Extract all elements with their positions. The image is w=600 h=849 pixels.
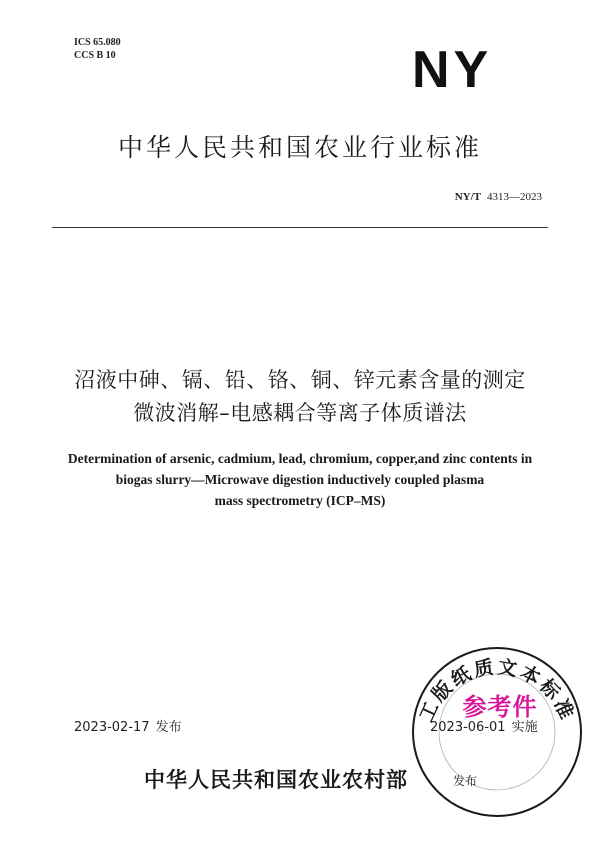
reference-copy-label: 参考件 (462, 693, 538, 721)
seal-ring-text: 工版纸质文本标准 (415, 655, 579, 726)
classification-codes (74, 36, 121, 62)
publish-date-label: 发布 (155, 720, 182, 735)
publish-date-value: 2023-02-17 (74, 720, 150, 735)
chinese-title-line-1: 沼液中砷、镉、铅、铬、铜、锌元素含量的测定 (74, 368, 526, 392)
ics-code: ICS 65.080 (74, 37, 121, 48)
standard-number-label: NY/T (454, 191, 481, 203)
english-title-line-3: mass spectrometry (ICP–MS) (214, 493, 386, 508)
reference-copy-seal (411, 646, 583, 818)
implement-date-value: 2023-06-01 (430, 720, 506, 735)
standard-number-value: 4313—2023 (487, 191, 542, 203)
header-divider (52, 227, 548, 228)
standard-category-title: 中华人民共和国农业行业标准 (117, 133, 482, 162)
ccs-code: CCS B 10 (74, 50, 116, 61)
chinese-title-line-2: 微波消解–电感耦合等离子体质谱法 (133, 401, 467, 425)
issuing-authority: 中华人民共和国农业农村部 (144, 768, 408, 792)
implement-date-label: 实施 (511, 720, 538, 735)
publish-date (74, 716, 182, 735)
standard-number (455, 191, 542, 203)
english-title-line-1: Determination of arsenic, cadmium, lead, chromium, copper,and zinc contents in (67, 451, 533, 466)
ny-logo: NY (412, 41, 493, 99)
issuing-authority-suffix: 发布 (453, 774, 478, 788)
english-title-line-2: biogas slurry—Microwave digestion inductively coupled plasma (115, 472, 485, 487)
